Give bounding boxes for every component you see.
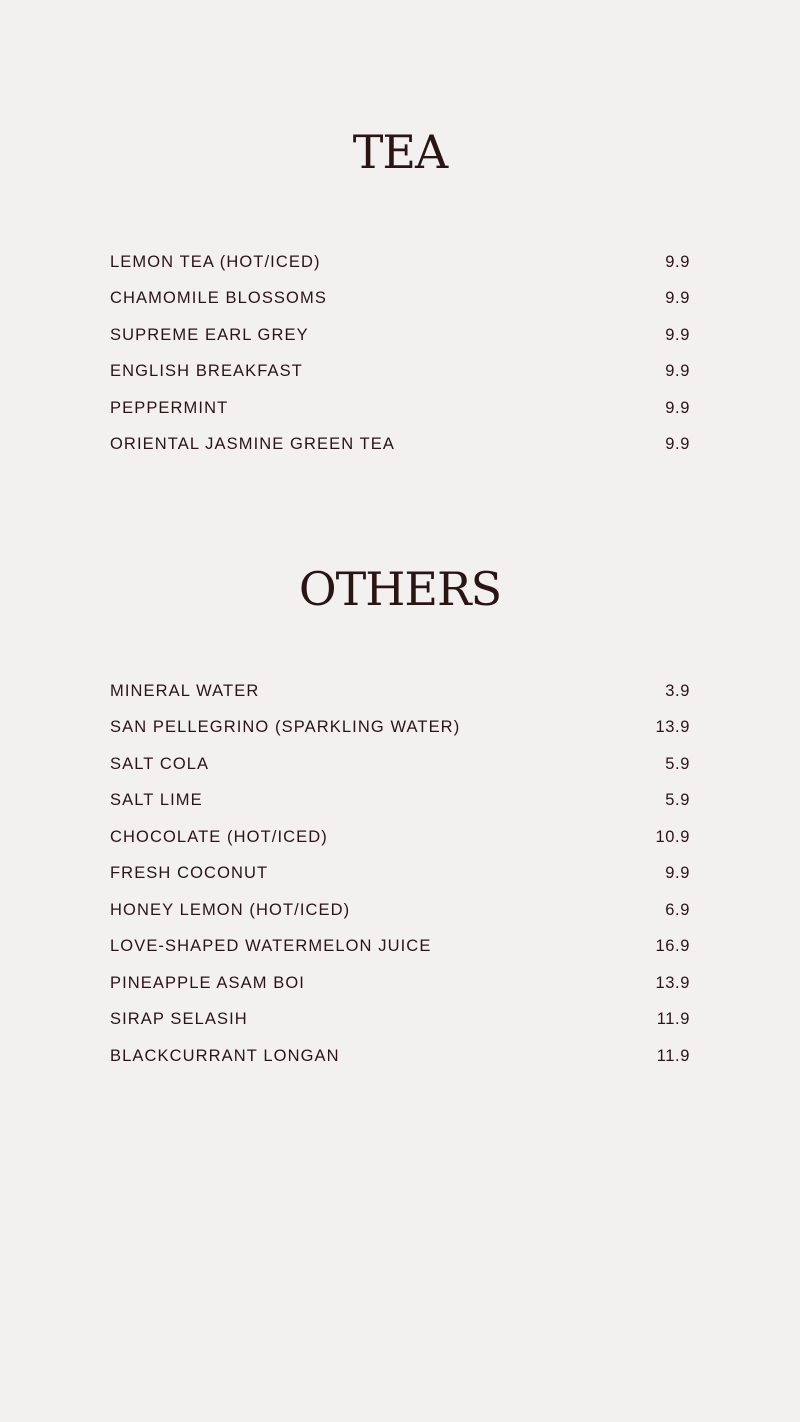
item-name: SAN PELLEGRINO (SPARKLING WATER) [110, 718, 461, 737]
item-price: 9.9 [665, 252, 690, 271]
others-section-title: OTHERS [298, 562, 502, 616]
tea-menu-item [110, 317, 690, 354]
item-price: 13.9 [655, 718, 690, 737]
item-name: CHAMOMILE BLOSSOMS [110, 289, 327, 308]
others-menu-item [110, 965, 690, 1002]
others-menu-item [110, 892, 690, 929]
tea-menu-item [110, 354, 690, 391]
tea-section-title: TEA [352, 125, 448, 179]
others-menu-item [110, 673, 690, 710]
item-name: ENGLISH BREAKFAST [110, 362, 303, 381]
others-menu-item [110, 783, 690, 820]
others-menu-item [110, 819, 690, 856]
others-menu-item [110, 1002, 690, 1039]
item-price: 9.9 [665, 325, 690, 344]
item-name: SALT LIME [110, 791, 203, 810]
tea-menu-item [110, 427, 690, 464]
item-name: SUPREME EARL GREY [110, 325, 309, 344]
item-price: 5.9 [665, 791, 690, 810]
others-menu-item [110, 856, 690, 893]
item-price: 11.9 [656, 1010, 690, 1029]
item-name: FRESH COCONUT [110, 864, 269, 883]
item-name: CHOCOLATE (HOT/ICED) [110, 827, 328, 846]
item-name: ORIENTAL JASMINE GREEN TEA [110, 435, 396, 454]
item-name: LEMON TEA (HOT/ICED) [110, 252, 321, 271]
others-menu-item [110, 746, 690, 783]
item-name: PEPPERMINT [110, 398, 229, 417]
tea-menu-item [110, 244, 690, 281]
tea-menu-item [110, 281, 690, 318]
item-price: 9.9 [665, 435, 690, 454]
item-name: BLACKCURRANT LONGAN [110, 1046, 340, 1065]
others-menu-item [110, 929, 690, 966]
item-name: PINEAPPLE ASAM BOI [110, 973, 305, 992]
item-price: 9.9 [665, 398, 690, 417]
item-price: 9.9 [665, 362, 690, 381]
others-menu-list [110, 673, 690, 1075]
item-price: 6.9 [665, 900, 690, 919]
item-price: 9.9 [665, 289, 690, 308]
item-name: SALT COLA [110, 754, 210, 773]
item-price: 16.9 [655, 937, 690, 956]
item-name: MINERAL WATER [110, 681, 260, 700]
item-price: 9.9 [665, 864, 690, 883]
item-price: 3.9 [665, 681, 690, 700]
item-price: 11.9 [656, 1046, 690, 1065]
item-name: SIRAP SELASIH [110, 1010, 248, 1029]
item-name: HONEY LEMON (HOT/ICED) [110, 900, 351, 919]
others-menu-item [110, 1038, 690, 1075]
item-name: LOVE-SHAPED WATERMELON JUICE [110, 937, 432, 956]
item-price: 10.9 [655, 827, 690, 846]
item-price: 13.9 [655, 973, 690, 992]
tea-menu-item [110, 390, 690, 427]
tea-menu-list [110, 244, 690, 463]
item-price: 5.9 [665, 754, 690, 773]
others-menu-item [110, 710, 690, 747]
